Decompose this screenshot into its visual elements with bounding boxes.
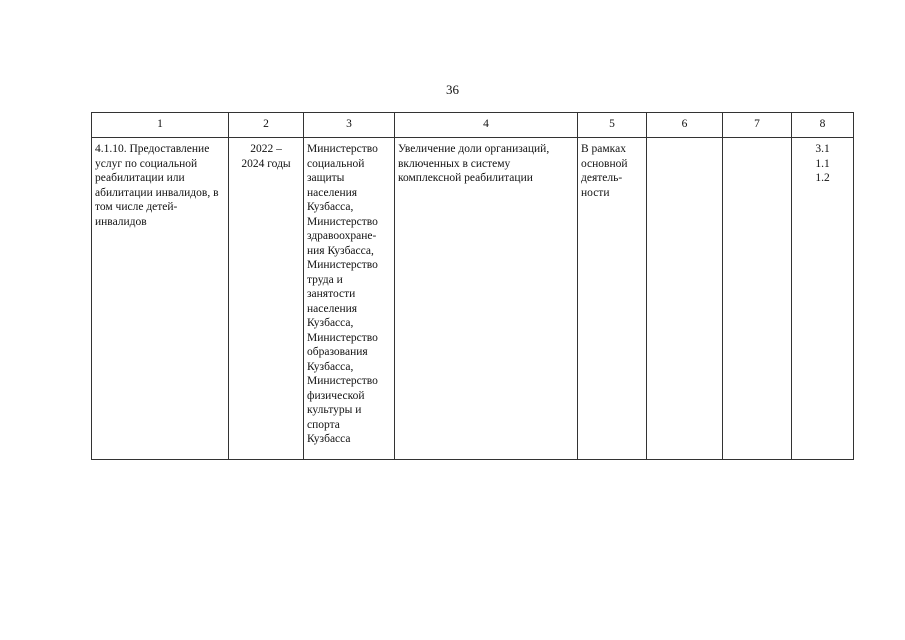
column-header-1: 1 <box>92 113 229 138</box>
executor-line: здравоохране- <box>307 230 377 242</box>
column-header-7: 7 <box>723 113 792 138</box>
executor-line: защиты <box>307 172 345 184</box>
executor-line: Министерство <box>307 375 378 387</box>
measure-name-cell: 4.1.10. Предоставление услуг по социальной реабилитации или абилитации инвалидов, в том числе детей-инвалидов <box>92 138 229 460</box>
table-header-row <box>92 113 854 138</box>
page-number: 36 <box>446 82 459 97</box>
empty-cell-6 <box>647 138 723 460</box>
column-header-5: 5 <box>578 113 647 138</box>
column-header-3: 3 <box>304 113 395 138</box>
funding-line: В рамках <box>581 143 626 155</box>
executors-cell <box>304 138 395 460</box>
executor-line: Кузбасса, <box>307 317 354 329</box>
column-header-8: 8 <box>792 113 854 138</box>
executor-line: занятости <box>307 288 356 300</box>
period-cell <box>229 138 304 460</box>
executor-line: Министерство <box>307 331 378 344</box>
indicator-ref: 3.1 <box>815 143 830 155</box>
executor-line: Министерство <box>307 215 378 228</box>
column-header-2: 2 <box>229 113 304 138</box>
executor-line: Кузбасса, <box>307 360 354 373</box>
expected-result-cell: Увеличение доли организаций, включенных в систему комплексной реабилитации <box>395 138 578 460</box>
funding-line: деятель- <box>581 172 623 184</box>
empty-cell-7 <box>723 138 792 460</box>
indicator-refs-cell <box>792 138 854 460</box>
executor-line: социальной <box>307 157 365 170</box>
executor-line: ния Кузбасса, <box>307 244 374 257</box>
executor-line: физической <box>307 389 365 402</box>
executor-line: Министерство <box>307 259 378 271</box>
period-line: 2024 годы <box>241 157 291 170</box>
executor-line: Кузбасса, <box>307 201 354 213</box>
executor-line: Кузбасса <box>307 433 351 445</box>
executor-line: образования <box>307 346 368 358</box>
executor-line: культуры и <box>307 404 362 416</box>
table-row <box>92 138 854 460</box>
funding-cell <box>578 138 647 460</box>
executor-line: населения <box>307 302 358 315</box>
column-header-6: 6 <box>647 113 723 138</box>
executor-line: Министерство <box>307 143 378 155</box>
column-header-4: 4 <box>395 113 578 138</box>
executor-line: труда и <box>307 273 343 286</box>
executor-line: спорта <box>307 418 340 431</box>
executor-line: населения <box>307 186 358 199</box>
indicator-ref: 1.2 <box>815 172 830 184</box>
measures-table <box>91 112 854 460</box>
indicator-ref: 1.1 <box>815 157 830 170</box>
period-line: 2022 – <box>250 143 282 155</box>
funding-line: ности <box>581 186 610 199</box>
funding-line: основной <box>581 157 628 170</box>
